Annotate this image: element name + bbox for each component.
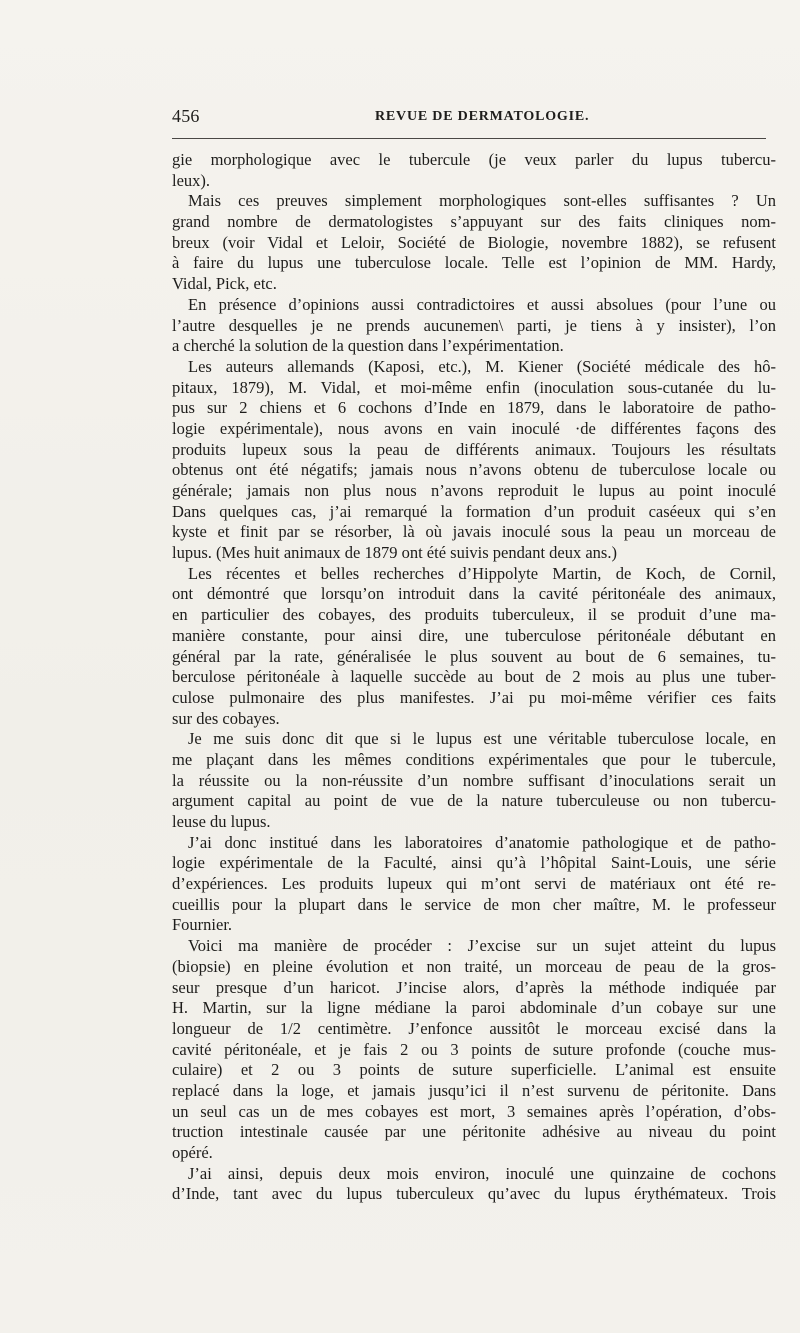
text-line: la réussite ou la non-réussite d’un nombre suffisant d’inoculations serait un — [172, 770, 776, 790]
text-line: Mais ces preuves simplement morphologiques sont-elles suffisantes ? Un — [188, 191, 776, 211]
text-line: longueur de 1/2 centimètre. J’enfonce aussitôt le morceau excisé dans la — [172, 1018, 776, 1038]
header-rule — [172, 138, 766, 139]
text-line: me plaçant dans les mêmes conditions expérimentales que pour le tubercule, — [172, 749, 776, 769]
running-title: REVUE DE DERMATOLOGIE. — [375, 109, 590, 124]
text-line: obtenus ont été négatifs; jamais nous n’avons obtenu de tuberculose locale ou — [172, 460, 776, 480]
text-line: breux (voir Vidal et Leloir, Société de Biologie, novembre 1882), se refusent — [172, 232, 776, 252]
text-line: à faire du lupus une tuberculose locale. Telle est l’opinion de MM. Hardy, — [172, 253, 776, 273]
text-line: truction intestinale causée par une péritonite adhésive au niveau du point — [172, 1122, 776, 1142]
text-line: J’ai donc institué dans les laboratoires d’anatomie pathologique et de patho- — [188, 832, 776, 852]
text-line: en particulier des cobayes, des produits tuberculeux, il se produit d’une ma- — [172, 605, 776, 625]
text-line: générale; jamais non plus nous n’avons reproduit le lupus au point inoculé — [172, 481, 776, 500]
text-line: logie expérimentale), nous avons en vain inoculé ·de différentes façons des — [172, 418, 776, 438]
text-line: leux). — [172, 170, 211, 190]
text-line: logie expérimentale de la Faculté, ainsi qu’à l’hôpital Saint-Louis, une série — [172, 853, 776, 873]
text-line: Vidal, Pick, etc. — [172, 274, 277, 294]
page-number: 456 — [172, 106, 200, 126]
text-line: cavité péritonéale, et je fais 2 ou 3 points de suture profonde (couche mus- — [172, 1039, 776, 1059]
text-line: produits lupeux sous la peau de différents animaux. Toujours les résultats — [172, 439, 776, 459]
text-line: sur des cobayes. — [172, 708, 280, 728]
text-line: d’Inde, tant avec du lupus tuberculeux qu’avec du lupus érythémateux. Trois — [172, 1184, 776, 1204]
text-line: Fournier. — [172, 915, 233, 935]
text-line: replacé dans la loge, et jamais jusqu’ici il n’est survenu de péritonite. Dans — [172, 1080, 776, 1100]
text-line: pus sur 2 chiens et 6 cochons d’Inde en 1879, dans le laboratoire de patho- — [172, 398, 776, 418]
text-line: argument capital au point de vue de la nature tuberculeuse ou non tubercu- — [172, 791, 776, 811]
text-line: culose pulmonaire des plus manifestes. J’ai pu moi-même vérifier ces faits — [172, 687, 776, 707]
text-line: a cherché la solution de la question dans l’expérimentation. — [172, 336, 564, 356]
page-header — [172, 106, 766, 130]
text-line: J’ai ainsi, depuis deux mois environ, inoculé une quinzaine de cochons — [188, 1163, 776, 1183]
text-line: Les auteurs allemands (Kaposi, etc.), M. Kiener (Société médicale des hô- — [188, 356, 776, 376]
text-line: l’autre desquelles je ne prends aucunemen\ parti, je tiens à y insister), l’on — [172, 315, 776, 335]
text-line: général par la rate, généralisée le plus souvent au bout de 6 semaines, tu- — [172, 646, 776, 666]
text-line: kyste et finit par se résorber, là où javais inoculé sous la peau un morceau de — [172, 522, 776, 542]
text-line: un seul cas un de mes cobayes est mort, 3 semaines après l’opération, d’obs- — [172, 1101, 776, 1121]
text-line: opéré. — [172, 1143, 213, 1162]
text-line: culaire) et 2 ou 3 points de suture superficielle. L’animal est ensuite — [172, 1060, 776, 1080]
text-line: pitaux, 1879), M. Vidal, et moi-même enfin (inoculation sous-cutanée du lu- — [172, 377, 776, 397]
text-line: manière constante, pour ainsi dire, une tuberculose péritonéale débutant en — [172, 625, 776, 645]
text-line: grand nombre de dermatologistes s’appuyant sur des faits cliniques nom- — [172, 212, 776, 232]
text-line: gie morphologique avec le tubercule (je veux parler du lupus tubercu- — [172, 150, 776, 169]
text-line: Voici ma manière de procéder : J’excise sur un sujet atteint du lupus — [188, 936, 776, 956]
text-line: leuse du lupus. — [172, 812, 271, 831]
text-line: En présence d’opinions aussi contradictoires et aussi absolues (pour l’une ou — [188, 294, 776, 314]
text-line: cueillis pour la plupart dans le service de mon cher maître, M. le professeur — [172, 894, 776, 914]
text-line: H. Martin, sur la ligne médiane la paroi abdominale d’un cobaye sur une — [172, 998, 776, 1018]
text-line: Les récentes et belles recherches d’Hippolyte Martin, de Koch, de Cornil, — [188, 563, 776, 583]
text-line: Dans quelques cas, j’ai remarqué la formation d’un produit caséeux qui s’en — [172, 501, 776, 521]
article-text — [172, 150, 776, 1240]
text-line: (biopsie) en pleine évolution et non traité, un morceau de peau de la gros- — [172, 956, 776, 976]
text-line: ont démontré que lorsqu’on introduit dans la cavité péritonéale des animaux, — [172, 584, 776, 604]
text-line: d’expériences. Les produits lupeux qui m’ont servi de matériaux ont été re- — [172, 874, 776, 894]
text-line: lupus. (Mes huit animaux de 1879 ont été suivis pendant deux ans.) — [172, 543, 617, 563]
text-line: berculose péritonéale à laquelle succède au bout de 2 mois au plus une tuber- — [172, 667, 776, 687]
text-line: Je me suis donc dit que si le lupus est une véritable tuberculose locale, en — [188, 729, 776, 749]
text-line: seur presque d’un haricot. J’incise alors, d’après la méthode indiquée par — [172, 977, 776, 997]
